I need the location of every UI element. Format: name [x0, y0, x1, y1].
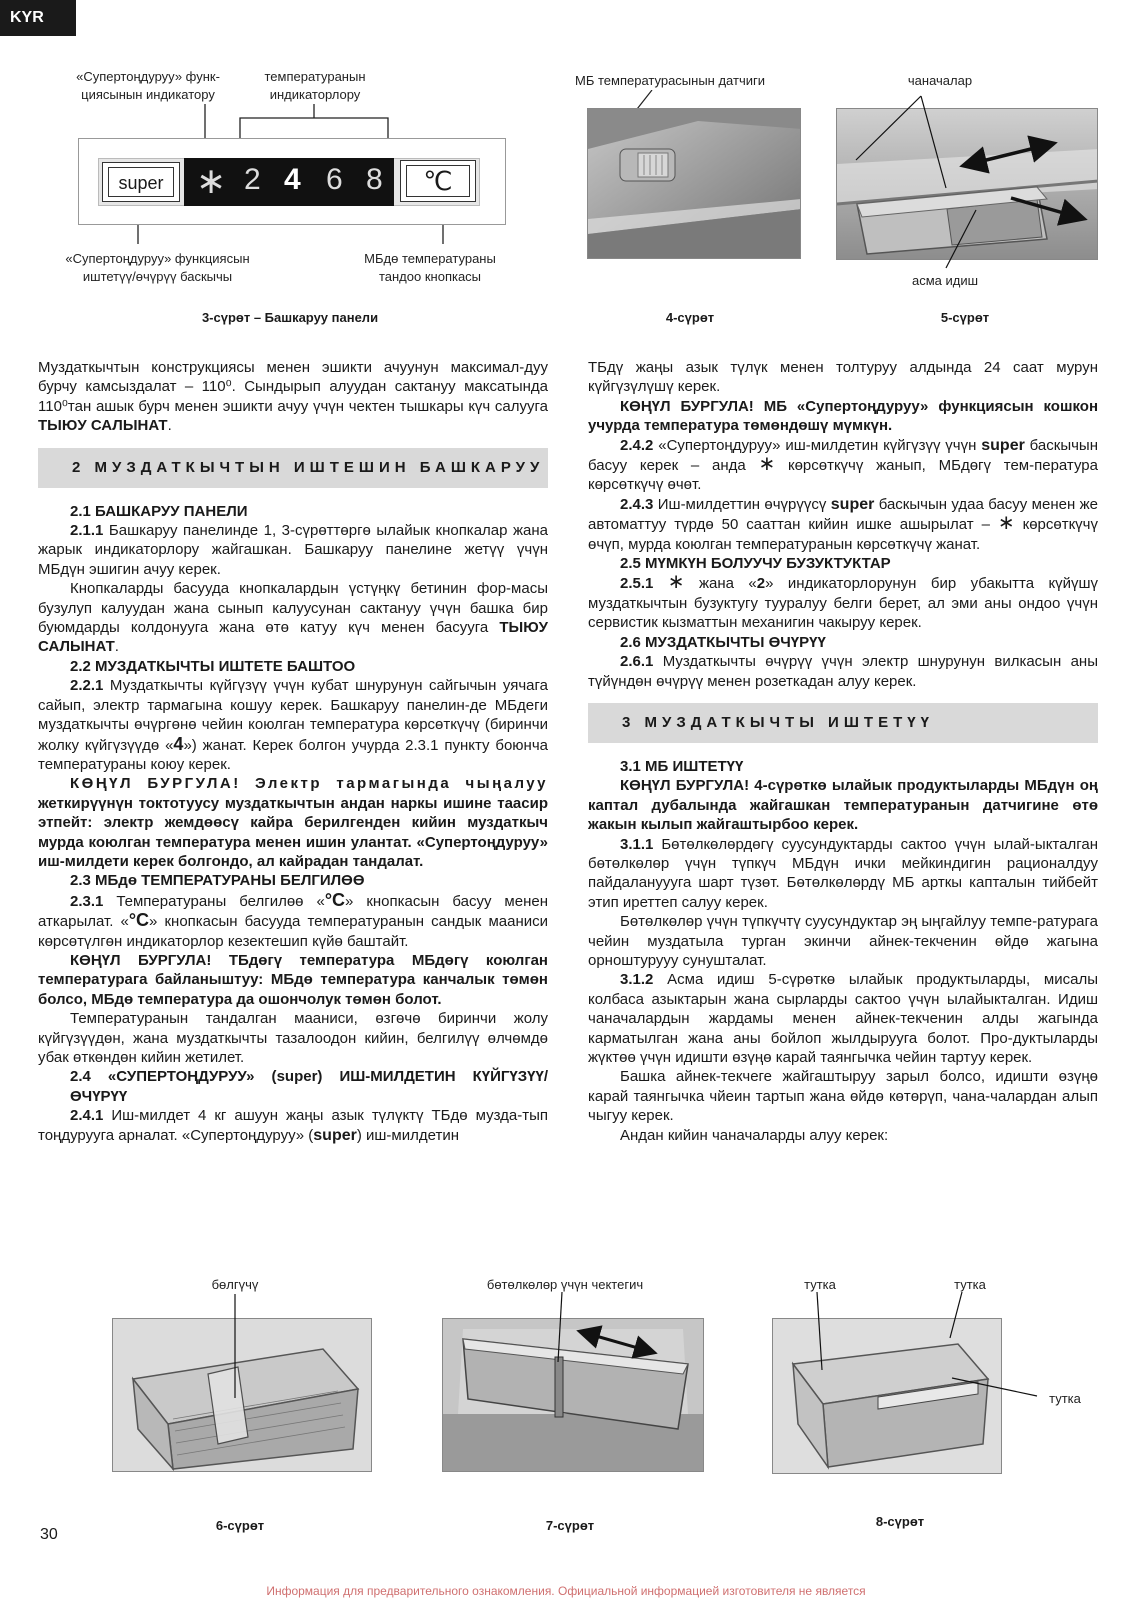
para-2-1-1: 2.1.1 Башкаруу панелинде 1, 3-сүрөттөргө ылайык кнопкалар жана жарык индикаторлору жайгашкан. Башкаруу панелине жетүү үчүн МБдүн эшигин ачуу керек. — [38, 522, 548, 578]
celsius-button — [400, 160, 476, 202]
snowflake-icon: ∗ — [997, 512, 1015, 535]
para-2-4-3: 2.4.3 Иш-милдеттин өчүрүүсү super баскычын удаа басуу менен же автоматтуу түрдө 50 сааттан кийин ишке ашырылат – ∗ көрсөткүчү өчүп, мурда коюлган температуранын көрсөткүчү жанат. — [588, 495, 1098, 553]
fig5-label-container: асма идиш — [911, 273, 979, 288]
para-3-1-1: 3.1.1 Бөтөлкөлөрдөгү суусундуктарды сактоо үчүн ылай-ыкталган бөтөлкөлөр үчүн түпкүч МБдүн ички мейкиндигин рационалдуу пайдалануууга шарт түзөт. Бөтөлкөлөрдү МБ арткы капталын тийбейт этип иреттеп салуу керек. — [588, 835, 1098, 911]
fig5-caption: 5-сүрөт — [940, 310, 990, 325]
indicator-2: 2 — [244, 163, 261, 196]
indicator-6: 6 — [326, 163, 343, 196]
snowflake-icon: ∗ — [196, 160, 227, 201]
section-3-heading: 3 МУЗДАТКЫЧТЫ ИШТЕТҮҮ — [588, 703, 1098, 743]
fig8-label-handle-1: тутка — [804, 1277, 836, 1292]
heading-2-3: 2.3 МБдө ТЕМПЕРАТУРАНЫ БЕЛГИЛӨӨ — [70, 872, 365, 890]
heading-2-5: 2.5 МҮМКҮН БОЛУУЧУ БУЗУКТУКТАР — [620, 555, 891, 573]
para-2-4-2: 2.4.2 «Супертоңдуруу» иш-милдетин күйгүзүү үчүн super баскычын басуу керек – анда ∗ көрсөткүчү жанып, МБдөгү тем-пература көрсөткүчү өчөт. — [588, 436, 1098, 494]
fig6-callout — [190, 1290, 270, 1410]
language-tag: KYR — [0, 0, 76, 36]
heading-2-2: 2.2 МУЗДАТКЫЧТЫ ИШТЕТЕ БАШТОО — [70, 657, 356, 675]
super-button-label: super — [108, 167, 174, 197]
warning-2-4: КӨҢҮЛ БУРГУЛА! МБ «Супертоңдуруу» функциясын кошкон учурда температура төмөндөшү мүмкүн. — [588, 397, 1098, 435]
para-2-2-1: 2.2.1 Муздаткычты күйгүзүү үчүн кубат шнурунун сайгычын уячага сайып, электр тармагына кошуу керек. Башкаруу панелин-де МБдеги муздаткычты өчүргөнө чейин коюлган температура көрсөткүчү (биринчи жолку күйгүзүүдө «4») жанат. Керек болгон учурда 2.3.1 пункту боюнча температураны коюу керек. — [38, 677, 548, 773]
page-number: 30 — [40, 1526, 58, 1543]
para-2-6-1: 2.6.1 Муздаткычты өчүрүү үчүн электр шнурунун вилкасын аны түйүндөн өчүрүү менен розеткадан алуу керек. — [588, 653, 1098, 690]
snowflake-icon: ∗ — [667, 571, 685, 594]
fig3-label-temp-indicators: температуранын индикаторлору — [264, 69, 366, 102]
warning-3-1: КӨҢҮЛ БУРГУЛА! 4-сүрөткө ылайык продуктыларды МБдүн оң каптал дубалында жайгашкан температуранын датчигине өтө жакын кылып жайгаштырбоо керек. — [588, 777, 1098, 834]
heading-2-1: 2.1 БАШКАРУУ ПАНЕЛИ — [70, 502, 248, 520]
indicator-4: 4 — [284, 163, 301, 196]
indicator-8: 8 — [366, 163, 383, 196]
para-2-4-1: 2.4.1 Иш-милдет 4 кг ашуун жаңы азык түлүктү ТБдө музда-тып тоңдурууга арналат. «Супертоңдуруу» (super) иш-милдетин — [38, 1107, 548, 1144]
fig6-caption: 6-сүрөт — [215, 1518, 265, 1533]
fig5-arrows — [836, 70, 1098, 290]
celsius-icon: ℃ — [406, 165, 470, 197]
heading-3-1: 3.1 МБ ИШТЕТҮҮ — [620, 757, 744, 775]
fig8-callouts — [772, 1286, 1072, 1406]
heading-2-6: 2.6 МУЗДАТКЫЧТЫ ӨЧҮРҮҮ — [620, 633, 826, 651]
fig4-label: МБ температурасынын датчиги — [575, 73, 765, 88]
section-2-heading: 2 МУЗДАТКЫЧТЫН ИШТЕШИН БАШКАРУУ — [38, 448, 548, 488]
fig7-label: бөтөлкөлөр үчүн чектегич — [486, 1277, 644, 1292]
warning-2-2: КӨҢҮЛ БУРГУЛА! Электр тармагында чыңалуу жеткирүүнүн токтотуусу муздаткычтын андан наркы ишине таасир этпейт: электр жемдөөсү кайра берилгенден кийин муздаткыч мурда коюлган температура менен ишин улантат. «Супертоңдуруу» иш-милдети керек болгондо, ал кайрадан тандалат. — [38, 775, 548, 870]
para-3-1-1-b: Бөтөлкөлөр үчүн түпкүчтү суусундуктар эң ыңгайлуу темпе-ратурага чейин муздатыла турган экинчи айнек-текченин өйдө жагына орноштурууу сунушталат. — [588, 913, 1098, 969]
para-2-3-1: 2.3.1 Температураны белгилөө «°C» кнопкасын басуу менен аткарылат. «°C» кнопкасын басууда температуранын сандык мааниси көрсөтүлгөн индикаторлор кезектешип күйө баштайт. — [38, 889, 548, 950]
para-3-1-2: 3.1.2 Асма идиш 5-сүрөткө ылайык продуктыларды, мисалы колбаса азыктарын жана сырларды сактоо үчүн ылайыкталган. Идиш чаначалардын жардамы менен айнек-текченин алды жагында карматылган жана аны бойлоп жылдырууга болот. Про-дуктыларды жүктөө үчүн идишти өзүңө карай таянгычка чейин тартуу керек. — [588, 971, 1098, 1066]
fig5-label-rails: чаначалар — [907, 73, 973, 88]
para-3-1-4: Андан кийин чаначаларды алуу керек: — [620, 1126, 889, 1144]
fig3-label-superfreeze-button: «Супертоңдуруу» функциясын иштетүү/өчүрүү баскычы — [65, 251, 250, 284]
warning-2-3: КӨҢҮЛ БУРГУЛА! ТБдөгү температура МБдөгү коюлган температурага байланыштуу: МБдө температура канчалык төмөн болсо, МБдө температура да ошончолук төмөн болот. — [38, 951, 548, 1008]
fig3-caption: 3-сүрөт – Башкаруу панели — [201, 310, 379, 325]
fig7-caption: 7-сүрөт — [545, 1518, 595, 1533]
fig3-label-superfreeze-indicator: «Супертоңдуруу» функ- циясынын индикатору — [76, 69, 220, 102]
fig4-photo — [587, 108, 801, 259]
temperature-display — [184, 158, 394, 206]
para-2-4-1-cont: ТБдү жаңы азык түлүк менен толтуруу алдында 24 саат мурун күйгүзүлүшү керек. — [588, 359, 1098, 396]
fig3-label-temp-button: МБдө температураны тандоо кнопкасы — [364, 251, 496, 284]
door-angle-paragraph: Муздаткычтын конструкциясы менен эшикти ачуунун максимал-дуу бурчу камсыздалат – 110⁰. Сындырып алуудан сактануу максатында 110⁰тан ашык бурч менен эшикти ачуу үчүн чектен тышкары күч салууга ТЫЮУ САЛЫНАТ. — [38, 359, 548, 435]
fig6-label: бөлгүчү — [211, 1277, 259, 1292]
fig8-label-handle-2: тутка — [954, 1277, 986, 1292]
fig8-caption: 8-сүрөт — [875, 1514, 925, 1529]
heading-2-4: 2.4 «СУПЕРТОҢДУРУУ» (super) ИШ-МИЛДЕТИН КҮЙГҮЗҮҮ/ ӨЧҮРҮҮ — [70, 1068, 548, 1105]
fig7-arrows — [442, 1270, 704, 1420]
para-3-1-3: Башка айнек-текчеге жайгаштыруу зарыл болсо, идишти өзүңө карай таянгычка чйеин тартып жана өйдө көтөрүп, чана-чалардан алып чыгуу керек. — [588, 1068, 1098, 1125]
fig4-caption: 4-сүрөт — [665, 310, 715, 325]
disclaimer: Информация для предварительного ознакомления. Официальной информацией изготовителя не является — [266, 1584, 866, 1598]
para-2-1-2: Кнопкаларды басууда кнопкалардын үстүңкү бетинин фор-масы бузулуп калуудан жана сынып калуусунан сактануу үчүн башка бир буюмдарды колдонууга жана өтө катуу күч менен басууга ТЫЮУ САЛЫНАТ. — [38, 580, 548, 656]
snowflake-icon: ∗ — [758, 453, 776, 476]
left-column — [38, 358, 548, 1145]
para-2-5-1: 2.5.1 ∗ жана «2» индикаторлорунун бир убакытта күйүшү муздаткычтын бузуктугу тууралуу белги берет, ал эми аны ондоо үчүн сервистик кызматтын механигин чакыруу керек. — [588, 571, 1098, 632]
temperature-sensor-image — [588, 109, 801, 259]
para-2-3-2: Температуранын тандалган мааниси, өзгөчө биринчи жолу күйгүзүүдөн, жана муздаткычты тазалоодон кийин, белгилүү өлчөмдө убак өткөндөн кийин жетилет. — [38, 1010, 548, 1066]
right-column — [588, 358, 1098, 1145]
super-button — [102, 162, 180, 202]
fig8-label-handle-3: тутка — [1049, 1391, 1081, 1406]
